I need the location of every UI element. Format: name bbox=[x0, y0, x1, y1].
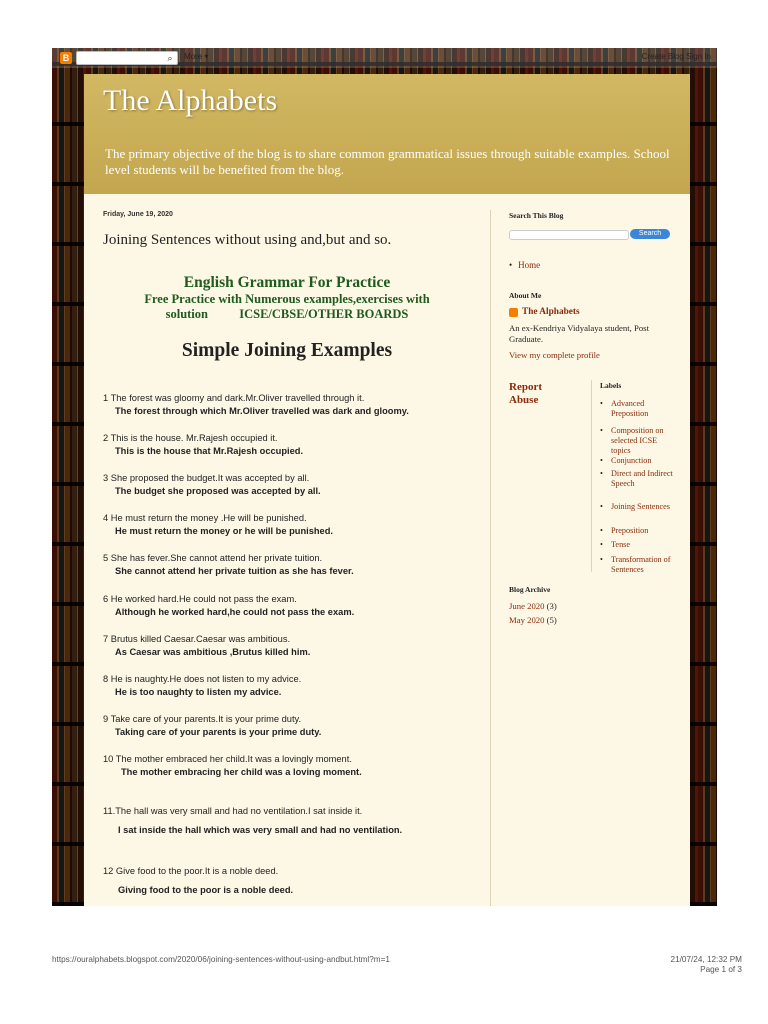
example-question: 5 She has fever.She cannot attend her private tuition. bbox=[103, 553, 323, 563]
example-answer: Although he worked hard,he could not pass the exam. bbox=[115, 607, 355, 617]
content-area bbox=[84, 194, 690, 906]
blog-title[interactable]: The Alphabets bbox=[103, 84, 278, 117]
example-question: 2 This is the house. Mr.Rajesh occupied it. bbox=[103, 433, 278, 443]
about-heading: About Me bbox=[509, 291, 542, 300]
blog-header bbox=[84, 74, 690, 195]
blog-description: The primary objective of the blog is to share common grammatical issues through suitable examples. School level students will be benefited from the blog. bbox=[105, 146, 670, 177]
report-abuse-link[interactable]: Report Abuse bbox=[509, 381, 542, 406]
home-link[interactable]: • Home bbox=[509, 260, 540, 270]
navbar-search-input[interactable] bbox=[76, 51, 178, 65]
section-title: Simple Joining Examples bbox=[181, 340, 393, 361]
label-link[interactable]: • Tense bbox=[600, 540, 674, 550]
label-link[interactable]: • Advanced Preposition bbox=[600, 399, 674, 419]
example-question: 1 The forest was gloomy and dark.Mr.Oliver travelled through it. bbox=[103, 393, 365, 403]
footer-page-number: Page 1 of 3 bbox=[700, 965, 742, 974]
post-title[interactable]: Joining Sentences without using and,but and so. bbox=[103, 232, 392, 248]
labels-heading: Labels bbox=[600, 381, 622, 390]
archive-month-link[interactable] bbox=[509, 601, 557, 611]
profile-description: An ex-Kendriya Vidyalaya student, Post Graduate. bbox=[509, 323, 649, 344]
example-answer: As Caesar was ambitious ,Brutus killed him. bbox=[115, 647, 311, 657]
footer-timestamp: 21/07/24, 12:32 PM bbox=[670, 955, 742, 964]
blogger-navbar bbox=[52, 48, 717, 68]
profile-name-link[interactable]: The Alphabets bbox=[522, 307, 580, 317]
example-question: 11.The hall was very small and had no ventilation.I sat inside it. bbox=[103, 806, 363, 816]
example-answer: Giving food to the poor is a noble deed. bbox=[118, 885, 294, 895]
post-heading: English Grammar For Practice bbox=[183, 274, 391, 291]
label-link[interactable]: • Direct and Indirect Speech bbox=[600, 469, 674, 489]
example-answer: He must return the money or he will be punished. bbox=[115, 526, 333, 536]
example-answer: This is the house that Mr.Rajesh occupied. bbox=[115, 446, 304, 456]
example-answer: She cannot attend her private tuition as she has fever. bbox=[115, 566, 354, 576]
example-question: 7 Brutus killed Caesar.Caesar was ambitious. bbox=[103, 634, 291, 644]
blogger-logo-icon[interactable]: B bbox=[60, 52, 72, 64]
example-answer: The budget she proposed was accepted by all. bbox=[115, 486, 321, 496]
view-profile-link[interactable]: View my complete profile bbox=[509, 350, 600, 360]
search-icon[interactable]: ⌕ bbox=[167, 53, 173, 63]
search-button[interactable]: Search bbox=[630, 229, 670, 239]
example-question: 10 The mother embraced her child.It was a lovingly moment. bbox=[103, 754, 352, 764]
blogger-profile-icon bbox=[509, 308, 518, 317]
archive-month-label[interactable]: May 2020 bbox=[509, 615, 545, 625]
label-link[interactable]: • Preposition bbox=[600, 526, 674, 536]
label-link[interactable]: • Joining Sentences bbox=[600, 502, 674, 512]
example-question: 3 She proposed the budget.It was accepted by all. bbox=[103, 473, 310, 483]
sidebar-divider bbox=[591, 380, 592, 572]
archive-month-count: (5) bbox=[546, 615, 557, 625]
column-divider bbox=[490, 210, 491, 906]
archive-month-count: (3) bbox=[546, 601, 557, 611]
archive-month-link[interactable] bbox=[509, 615, 557, 625]
example-answer: I sat inside the hall which was very small and had no ventilation. bbox=[118, 825, 403, 835]
search-heading: Search This Blog bbox=[509, 211, 564, 220]
example-answer: The forest through which Mr.Oliver travelled was dark and gloomy. bbox=[115, 406, 409, 416]
example-answer: He is too naughty to listen my advice. bbox=[115, 687, 282, 697]
example-question: 9 Take care of your parents.It is your prime duty. bbox=[103, 714, 302, 724]
example-question: 6 He worked hard.He could not pass the exam. bbox=[103, 594, 297, 604]
label-link[interactable]: • Conjunction bbox=[600, 456, 674, 466]
label-link[interactable]: • Transformation of Sentences bbox=[600, 555, 674, 575]
example-answer: Taking care of your parents is your prime duty. bbox=[115, 727, 322, 737]
archive-heading: Blog Archive bbox=[509, 585, 551, 594]
example-question: 4 He must return the money .He will be punished. bbox=[103, 513, 307, 523]
example-question: 8 He is naughty.He does not listen to my advice. bbox=[103, 674, 302, 684]
example-question: 12 Give food to the poor.It is a noble deed. bbox=[103, 866, 279, 876]
create-blog-link[interactable]: Create Blog Sign In bbox=[641, 52, 711, 61]
footer-url: https://ouralphabets.blogspot.com/2020/06/joining-sentences-without-using-andbut.html?m=1 bbox=[52, 955, 390, 964]
post-date: Friday, June 19, 2020 bbox=[103, 211, 173, 218]
post-subheading: Free Practice with Numerous examples,exercises with solution ICSE/CBSE/OTHER BOARDS bbox=[144, 292, 433, 321]
label-link[interactable]: • Composition on selected ICSE topics bbox=[600, 426, 674, 456]
example-answer: The mother embracing her child was a loving moment. bbox=[121, 767, 362, 777]
navbar-more-menu[interactable]: More ▾ bbox=[184, 52, 209, 61]
archive-month-label[interactable]: June 2020 bbox=[509, 601, 545, 611]
blog-search-input[interactable] bbox=[509, 230, 629, 240]
